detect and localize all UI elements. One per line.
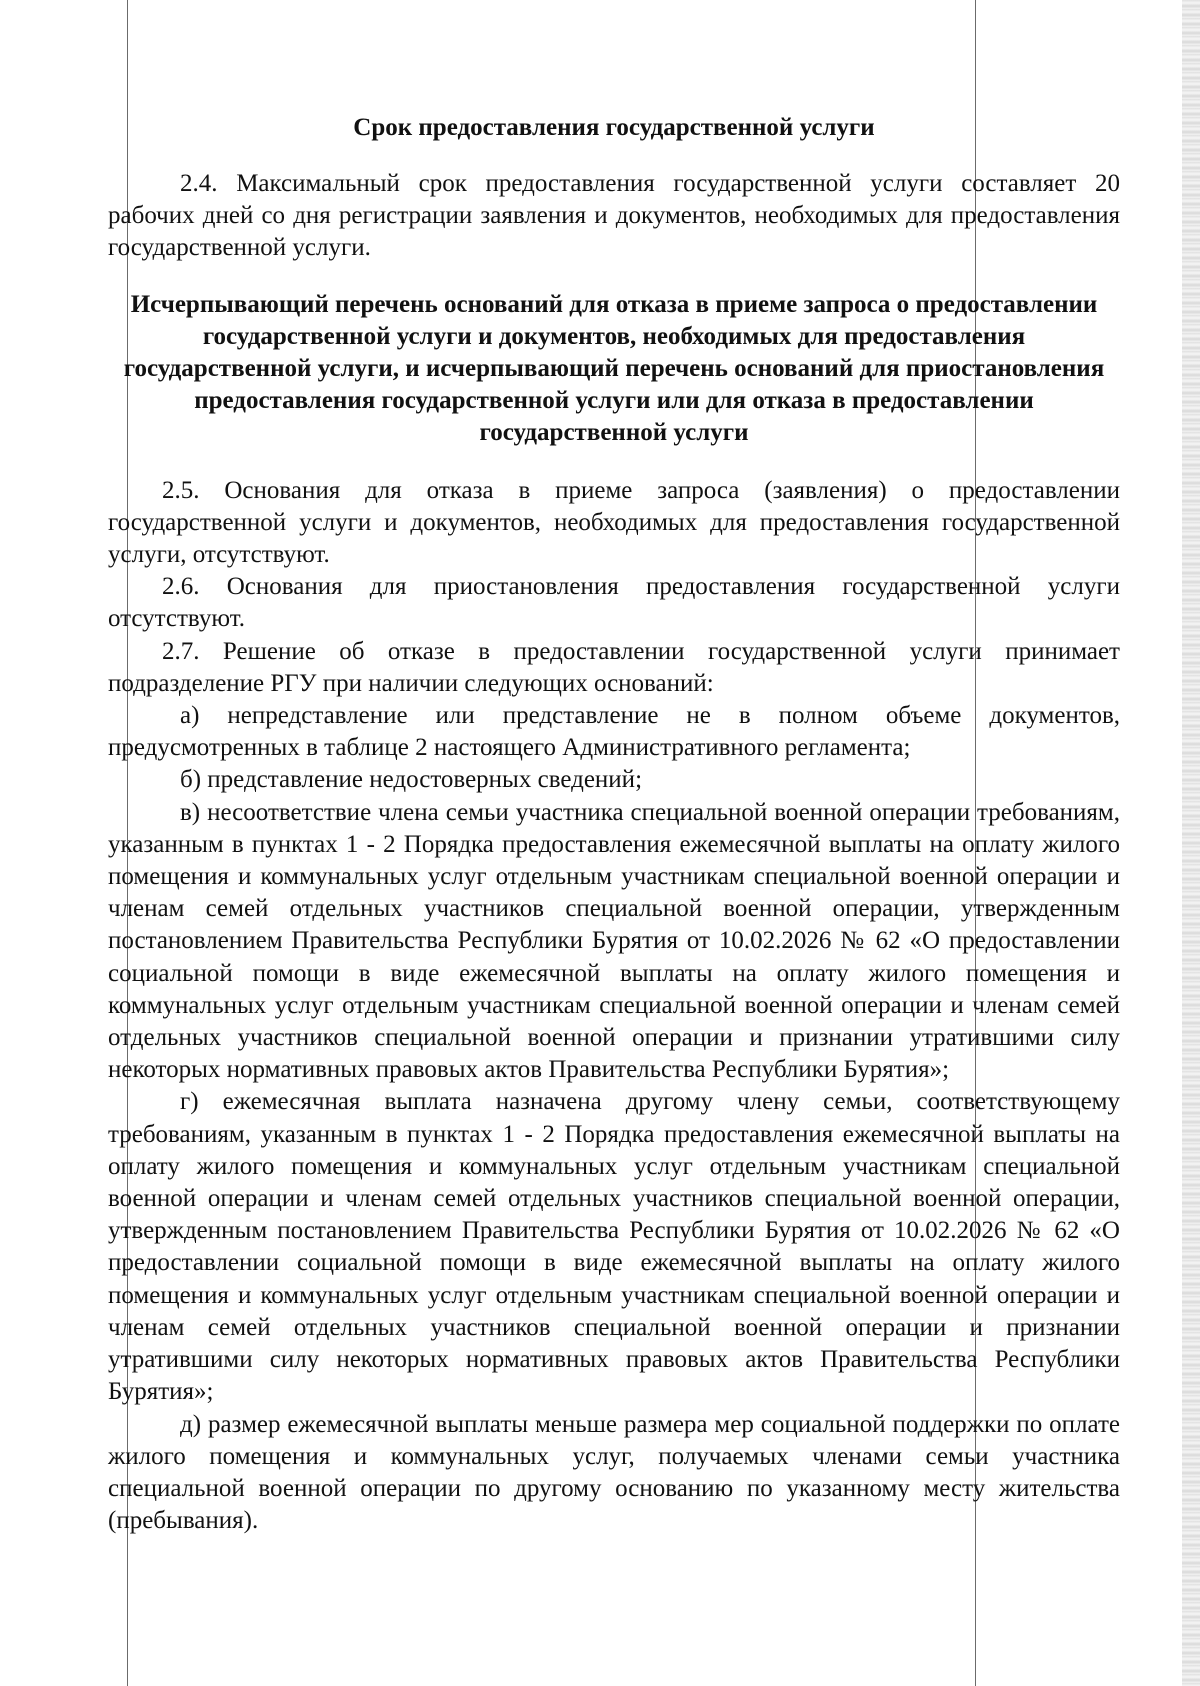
list-item-g: г) ежемесячная выплата назначена другому члену семьи, соответствующему требованиям, указанным в пунктах 1 - 2 Порядка предоставления ежемесячной выплаты на оплату жилого помещения и коммунальных услуг отдельным участникам специальной военной операции и членам семей отдельных участников специальной военной операции, утвержденным постановлением Правительства Республики Бурятия от 10.02.2026 № 62 «О предоставлении социальной помощи в виде ежемесячной выплаты на оплату жилого помещения и коммунальных услуг отдельным участникам специальной военной операции и членам семей отдельных участников специальной военной операции и признании утратившими силу некоторых нормативных правовых актов Правительства Республики Бурятия»; [108, 1088, 1120, 1406]
paragraph-2-5: 2.5. Основания для отказа в приеме запроса (заявления) о предоставлении государственной услуги и документов, необходимых для предоставления государственной услуги, отсутствуют. [108, 476, 1120, 569]
scan-paper-edge [1182, 0, 1200, 1686]
document-page [108, 112, 1120, 1537]
list-item-b: б) представление недостоверных сведений; [180, 766, 643, 794]
section-heading-term: Срок предоставления государственной услуги [353, 114, 875, 141]
list-item-a: а) непредставление или представление не в полном объеме документов, предусмотренных в таблице 2 настоящего Административного регламента; [108, 702, 1120, 762]
paragraph-2-4: 2.4. Максимальный срок предоставления государственной услуги составляет 20 рабочих дней со дня регистрации заявления и документов, необходимых для предоставления государственной услуги. [108, 170, 1120, 262]
list-item-d: д) размер ежемесячной выплаты меньше размера мер социальной поддержки по оплате жилого помещения и коммунальных услуг, получаемых членами семьи участника специальной военной операции по другому основанию по указанному месту жительства (пребывания). [108, 1410, 1120, 1535]
section-heading-grounds: Исчерпывающий перечень оснований для отказа в приеме запроса о предоставлении государственной услуги и документов, необходимых для предоставления государственной услуги, и исчерпывающий перечень оснований для приостановления предоставления государственной услуги или для отказа в предоставлении государственной услуги [123, 290, 1105, 446]
paragraph-2-7: 2.7. Решение об отказе в предоставлении государственной услуги принимает подразделение РГУ при наличии следующих оснований: [108, 637, 1120, 697]
paragraph-2-6: 2.6. Основания для приостановления предоставления государственной услуги отсутствуют. [108, 573, 1120, 633]
list-item-v: в) несоответствие члена семьи участника специальной военной операции требованиям, указанным в пунктах 1 - 2 Порядка предоставления ежемесячной выплаты на оплату жилого помещения и коммунальных услуг отдельным участникам специальной военной операции и членам семей отдельных участников специальной военной операции, утвержденным постановлением Правительства Республики Бурятия от 10.02.2026 № 62 «О предоставлении социальной помощи в виде ежемесячной выплаты на оплату жилого помещения и коммунальных услуг отдельным участникам специальной военной операции и членам семей отдельных участников специальной военной операции и признании утратившими силу некоторых нормативных правовых актов Правительства Республики Бурятия»; [108, 798, 1120, 1084]
